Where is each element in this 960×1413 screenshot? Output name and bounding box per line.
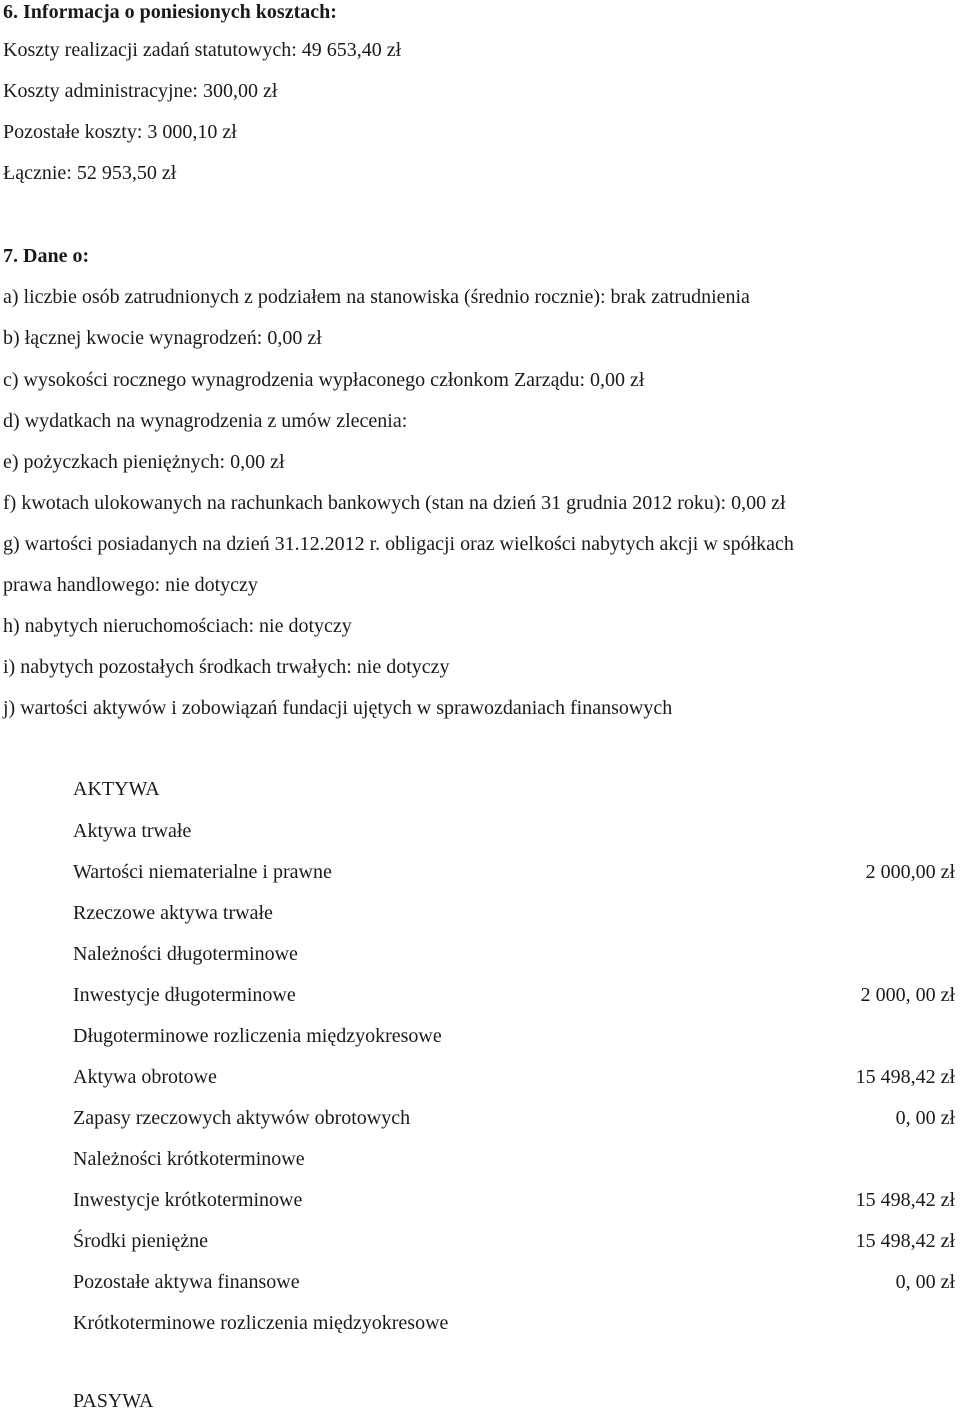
asset-label: Inwestycje długoterminowe [73,984,296,1006]
asset-value: 15 498,42 zł [855,1066,955,1088]
asset-label: Należności krótkoterminowe [73,1148,305,1170]
section-7-item-j: j) wartości aktywów i zobowiązań fundacji ujętych w sprawozdaniach finansowych [3,697,673,719]
cost-line-administrative: Koszty administracyjne: 300,00 zł [3,80,278,102]
asset-row [73,1311,955,1335]
asset-label: Długoterminowe rozliczenia międzyokresowe [73,1025,442,1047]
asset-value: 15 498,42 zł [855,1189,955,1211]
asset-row [73,901,955,925]
assets-heading-label: AKTYWA [73,778,160,800]
asset-row [73,1270,955,1294]
asset-row [73,942,955,966]
cost-line-statutory: Koszty realizacji zadań statutowych: 49 653,40 zł [3,39,402,61]
asset-label: Aktywa trwałe [73,820,192,842]
asset-label: Inwestycje krótkoterminowe [73,1189,303,1211]
assets-heading [73,777,955,801]
asset-value: 0, 00 zł [895,1107,955,1129]
asset-label: Zapasy rzeczowych aktywów obrotowych [73,1107,411,1129]
section-7-item-i: i) nabytych pozostałych środkach trwałych: nie dotyczy [3,656,450,678]
liabilities-heading-label: PASYWA [73,1390,154,1412]
asset-value: 15 498,42 zł [855,1230,955,1252]
asset-row [73,1188,955,1212]
asset-row [73,983,955,1007]
asset-value: 0, 00 zł [895,1271,955,1293]
asset-row [73,1147,955,1171]
asset-value: 2 000,00 zł [865,861,955,883]
asset-label: Należności długoterminowe [73,943,298,965]
asset-label: Rzeczowe aktywa trwałe [73,902,273,924]
section-7-item-b: b) łącznej kwocie wynagrodzeń: 0,00 zł [3,327,322,349]
section-7-item-c: c) wysokości rocznego wynagrodzenia wypłaconego członkom Zarządu: 0,00 zł [3,369,645,391]
section-6-heading: 6. Informacja o poniesionych kosztach: [3,1,337,23]
asset-row [73,819,955,843]
asset-row [73,1229,955,1253]
asset-label: Pozostałe aktywa finansowe [73,1271,300,1293]
section-7-item-a: a) liczbie osób zatrudnionych z podziałem na stanowiska (średnio rocznie): brak zatrudnienia [3,286,750,308]
asset-label: Środki pieniężne [73,1230,208,1252]
asset-row [73,1106,955,1130]
section-7-item-g: g) wartości posiadanych na dzień 31.12.2012 r. obligacji oraz wielkości nabytych akcji w spółkach [3,533,794,555]
asset-label: Krótkoterminowe rozliczenia międzyokresowe [73,1312,449,1334]
cost-line-total: Łącznie: 52 953,50 zł [3,162,177,184]
asset-row [73,1065,955,1089]
section-7-item-f: f) kwotach ulokowanych na rachunkach bankowych (stan na dzień 31 grudnia 2012 roku): 0,00 zł [3,492,786,514]
section-7-item-e: e) pożyczkach pieniężnych: 0,00 zł [3,451,285,473]
asset-row [73,860,955,884]
section-7-item-g-continued: prawa handlowego: nie dotyczy [3,574,258,596]
cost-line-other: Pozostałe koszty: 3 000,10 zł [3,121,237,143]
asset-value: 2 000, 00 zł [860,984,955,1006]
section-7-item-h: h) nabytych nieruchomościach: nie dotyczy [3,615,352,637]
asset-label: Aktywa obrotowe [73,1066,217,1088]
section-7-item-d: d) wydatkach na wynagrodzenia z umów zlecenia: [3,410,408,432]
liabilities-heading [73,1389,955,1413]
asset-label: Wartości niematerialne i prawne [73,861,332,883]
section-7-heading: 7. Dane o: [3,245,90,267]
asset-row [73,1024,955,1048]
